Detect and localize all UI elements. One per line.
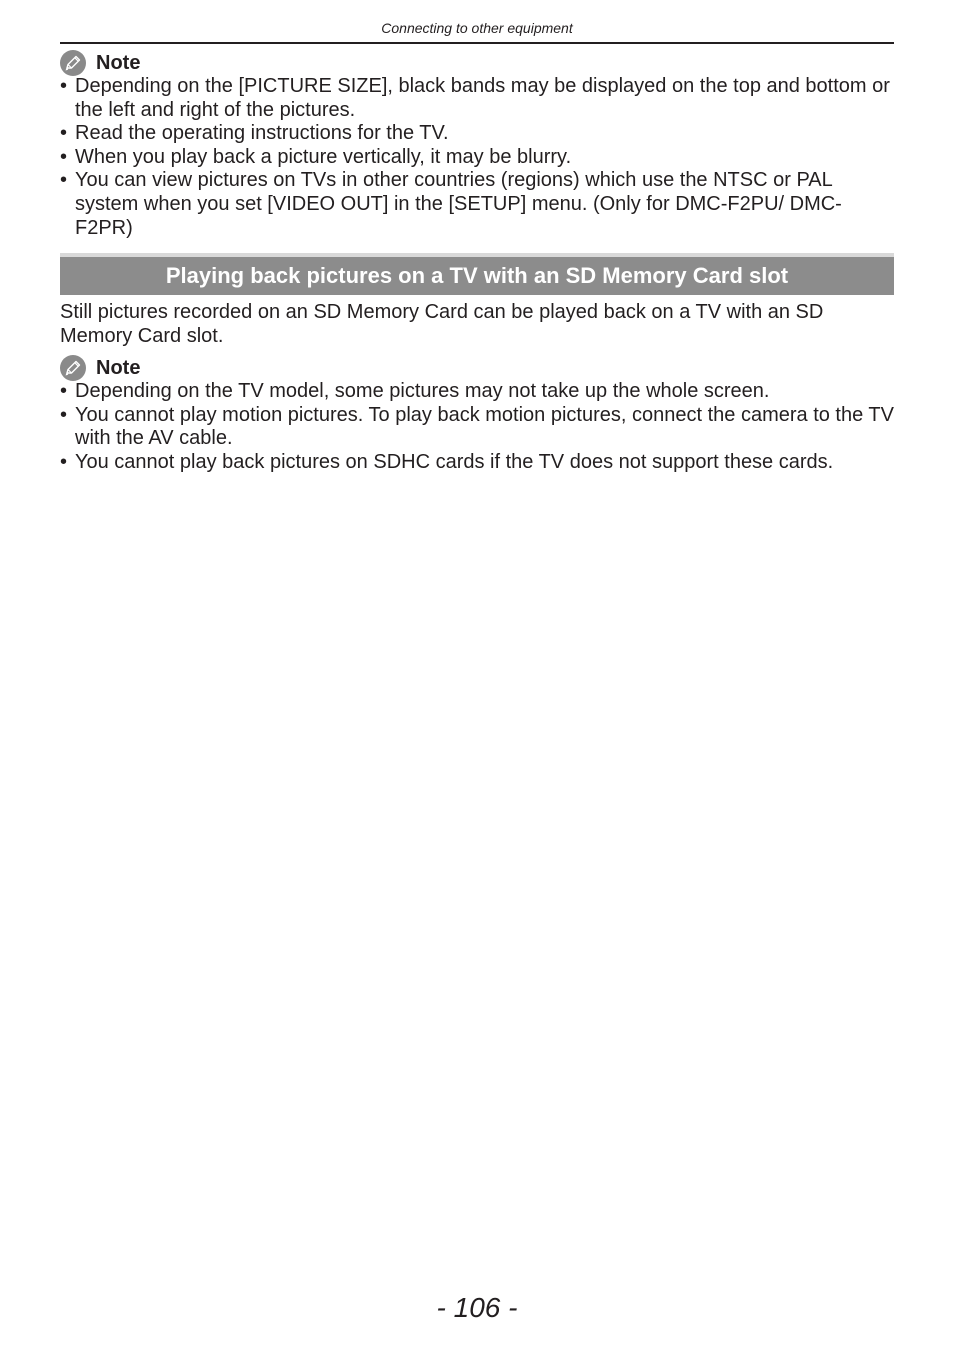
note-item (60, 169, 894, 240)
section-title: Playing back pictures on a TV with an SD Memory Card slot (165, 263, 789, 288)
bullet: • (60, 450, 68, 473)
note-block-2 (60, 356, 894, 474)
pencil-icon (60, 355, 86, 381)
bullet: • (60, 403, 68, 426)
note-item-text: When you play back a picture vertically, it may be blurry. (75, 145, 572, 168)
note-item (60, 75, 894, 122)
note-item-text: Read the operating instructions for the TV. (75, 122, 449, 145)
bullet: • (60, 145, 68, 168)
note-item (60, 380, 894, 404)
note-item-text: Depending on the [PICTURE SIZE], black bands may be displayed on the top and bottom or the left and right of the pictures. (75, 75, 890, 121)
note-item (60, 451, 894, 475)
note-block-1 (60, 51, 894, 240)
note-item-text: Depending on the TV model, some pictures may not take up the whole screen. (75, 380, 770, 402)
header-rule (60, 42, 894, 44)
note-item-text: You can view pictures on TVs in other countries (regions) which use the NTSC or PAL system when you set [VIDEO OUT] in the [SETUP] menu. (Only for DMC-F2PU/ DMC-F2PR) (75, 169, 842, 239)
pencil-icon (60, 50, 86, 76)
note-item-text: You cannot play motion pictures. To play back motion pictures, connect the camera to the TV with the AV cable. (75, 403, 894, 450)
bullet: • (60, 122, 68, 145)
note-list (60, 75, 894, 240)
note-label: Note (96, 52, 141, 74)
page-number: - 106 - (436, 1292, 518, 1323)
note-item-text: You cannot play back pictures on SDHC cards if the TV does not support these cards. (75, 450, 834, 473)
running-header: Connecting to other equipment (381, 20, 573, 36)
note-heading (60, 51, 894, 75)
bullet: • (60, 380, 68, 402)
note-item (60, 122, 894, 146)
note-item (60, 404, 894, 451)
note-item (60, 146, 894, 170)
section-body: Still pictures recorded on an SD Memory Card can be played back on a TV with an SD Memory Card slot. (60, 301, 824, 347)
section-heading-bar (60, 253, 894, 295)
note-label: Note (96, 357, 141, 379)
note-heading (60, 356, 894, 380)
bullet: • (60, 169, 68, 192)
note-list (60, 380, 894, 474)
bullet: • (60, 75, 68, 97)
